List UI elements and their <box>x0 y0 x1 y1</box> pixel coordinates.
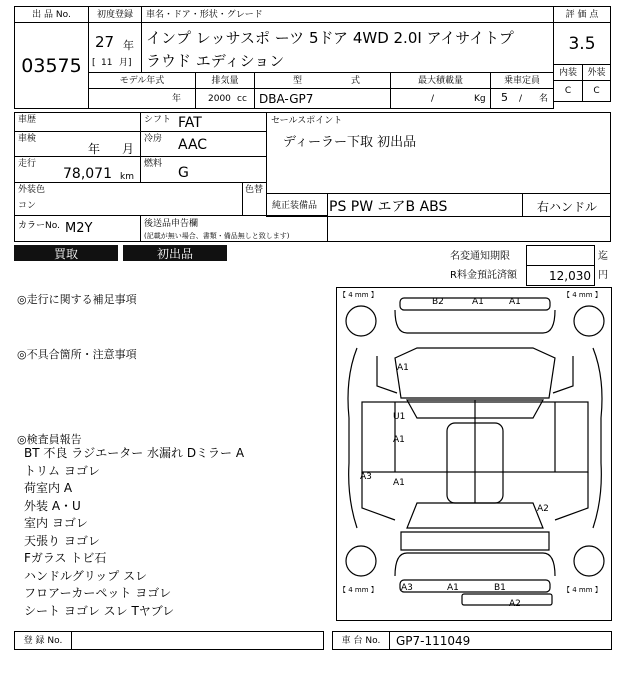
blank-cell <box>327 216 611 242</box>
shift-cell: シフト FAT <box>140 112 267 132</box>
recycle-unit: 円 <box>598 270 608 281</box>
report-line: シート ヨゴレ スレ Tヤブレ <box>24 603 175 618</box>
max-load-label: 最大積載量 <box>390 72 491 89</box>
report-line: 天張り ヨゴレ <box>24 533 100 548</box>
fuel-value: G <box>178 165 189 181</box>
damage-mark: A1 <box>472 297 484 307</box>
damage-mark: A3 <box>401 583 413 593</box>
car-name-line2: ラウド エディション <box>146 52 285 70</box>
equipment-divider <box>327 193 328 217</box>
recycle-amount: 12,030 <box>549 269 591 283</box>
first-reg-year-unit: 年 <box>123 39 134 52</box>
trunk <box>401 532 549 550</box>
exterior-label: 外装 <box>582 64 611 81</box>
report-line: 外装 A・U <box>24 498 81 513</box>
report-line: 室内 ヨゴレ <box>24 516 88 530</box>
equipment-value: PS PW エアB ABS <box>329 199 448 215</box>
car-name-line1: インプ レッサスポ ーツ 5ドア 4WD 2.0I アイサイトプ <box>146 29 514 47</box>
interior-grade: C <box>553 80 583 102</box>
front-right-tire <box>574 306 604 336</box>
type-cell <box>254 88 391 109</box>
first-reg-month-close: 月] <box>119 58 132 68</box>
car-diagram <box>336 287 612 621</box>
car-name-cell <box>141 22 554 73</box>
right-fender <box>553 356 573 393</box>
hood <box>395 348 555 398</box>
lot-label: 出 品 No. <box>14 6 89 23</box>
car-name-label: 車名・ドア・形状・グレード <box>141 6 554 23</box>
rear-right-tire-depth: 【 4 mm 】 <box>563 586 602 594</box>
history-cell: 車歴 <box>14 112 141 132</box>
ac-cell: 冷房 AAC <box>140 131 267 157</box>
capacity-label: 乗車定員 <box>490 72 554 89</box>
model-year-label: モデル年式 <box>88 72 196 89</box>
chassis-value: GP7-111049 <box>396 634 471 648</box>
chassis-label: 車 台 No. <box>332 631 390 650</box>
damage-mark: A2 <box>509 599 521 609</box>
front-left-tire <box>346 306 376 336</box>
shift-value: FAT <box>178 115 202 131</box>
capacity-cell: 5 / 名 <box>490 88 554 109</box>
displacement-unit: cc <box>237 94 247 104</box>
ac-value: AAC <box>178 137 208 153</box>
mileage-value: 78,071 <box>63 166 112 182</box>
color-change-cell: 色替 <box>242 182 267 216</box>
color-no-value: M2Y <box>65 221 93 236</box>
ext-color-value: コン <box>18 201 37 211</box>
first-listing-tag: 初出品 <box>123 245 227 261</box>
damage-mark: U1 <box>393 412 406 422</box>
reg-no-label: 登 録 No. <box>14 631 72 650</box>
report-line: Fガラス トビ石 <box>24 551 107 565</box>
type-value: DBA-GP7 <box>259 92 314 106</box>
first-reg-month: 11 <box>101 58 113 68</box>
rear-left-tire-depth: 【 4 mm 】 <box>339 586 378 594</box>
displacement-value: 2000 <box>208 94 231 104</box>
model-year-cell: 年 <box>88 88 196 109</box>
damage-mark: A1 <box>393 435 405 445</box>
name-change-unit: 迄 <box>598 251 608 262</box>
capacity-value: 5 <box>501 91 508 104</box>
name-change-field <box>526 245 595 266</box>
left-fender <box>377 356 397 393</box>
front-apron <box>395 310 555 333</box>
report-line: フロアーカーペット ヨゴレ <box>24 586 172 600</box>
color-no-cell: カラーNo. M2Y <box>14 215 141 242</box>
first-reg-month-open: [ <box>92 58 96 68</box>
first-reg-year: 27 <box>95 33 115 51</box>
driving-remarks-title: ◎走行に関する補足事項 <box>17 293 137 306</box>
sales-point-value: ディーラー下取 初出品 <box>283 135 417 150</box>
fuel-cell: 燃料 G <box>140 156 267 183</box>
first-registration-label: 初度登録 <box>88 6 142 23</box>
front-right-tire-depth: 【 4 mm 】 <box>563 291 602 299</box>
ext-color-cell: 外装色 コン <box>14 182 243 216</box>
rear-quarter-right <box>555 472 588 520</box>
name-change-label: 名変通知期限 <box>450 251 510 262</box>
damage-mark: B2 <box>432 297 444 307</box>
defect-remarks-title: ◎不具合箇所・注意事項 <box>17 348 137 361</box>
recycle-label: R料金預託済額 <box>450 270 517 281</box>
mileage-cell: 走行 78,071 km <box>14 156 141 183</box>
reg-no-field <box>71 631 324 650</box>
damage-mark: A1 <box>509 297 521 307</box>
exterior-grade: C <box>582 80 611 102</box>
equipment-cell: 純正装備品 PS PW エアB ABS <box>266 193 523 217</box>
left-body-side <box>348 348 357 528</box>
displacement-cell <box>195 88 255 109</box>
report-line: ハンドルグリップ スレ <box>24 568 148 583</box>
chassis-field <box>389 631 612 650</box>
rear-panel <box>462 594 552 605</box>
buy-tag: 買取 <box>14 245 118 261</box>
displacement-label: 排気量 <box>195 72 255 89</box>
damage-mark: A1 <box>447 583 459 593</box>
rear-right-tire <box>574 546 604 576</box>
score-value: 3.5 <box>553 22 611 65</box>
score-label: 評 価 点 <box>553 6 611 23</box>
docs-cell: 後送品申告欄 (記載が無い場合、書類・備品無しと致します) <box>140 215 328 242</box>
rear-apron <box>395 553 555 576</box>
damage-mark: A1 <box>393 478 405 488</box>
max-load-cell: / Kg <box>390 88 491 109</box>
rear-left-tire <box>346 546 376 576</box>
lot-number: 03575 <box>14 22 89 109</box>
rear-bumper <box>400 580 550 592</box>
recycle-field <box>526 265 595 286</box>
front-left-tire-depth: 【 4 mm 】 <box>339 291 378 299</box>
rear-window <box>407 503 543 528</box>
report-line: 荷室内 A <box>24 481 73 495</box>
type-label: 型 式 <box>254 72 391 89</box>
right-body-side <box>593 348 602 528</box>
damage-mark: A1 <box>397 363 409 373</box>
inspector-report-lines <box>24 445 324 620</box>
damage-mark: B1 <box>494 583 506 593</box>
damage-mark: A2 <box>537 504 549 514</box>
damage-mark: A3 <box>360 472 372 482</box>
report-line: トリム ヨゴレ <box>24 463 100 478</box>
inspection-cell: 車検 年 月 <box>14 131 141 157</box>
sales-point-cell: セールスポイント ディーラー下取 初出品 <box>266 112 611 194</box>
inspector-report-title: ◎検査員報告 <box>17 433 82 446</box>
interior-label: 内装 <box>553 64 583 81</box>
report-line: BT 不良 ラジエーター 水漏れ Dミラー A <box>24 446 245 460</box>
first-registration-cell <box>88 22 142 73</box>
steering-cell: 右ハンドル <box>522 193 611 217</box>
